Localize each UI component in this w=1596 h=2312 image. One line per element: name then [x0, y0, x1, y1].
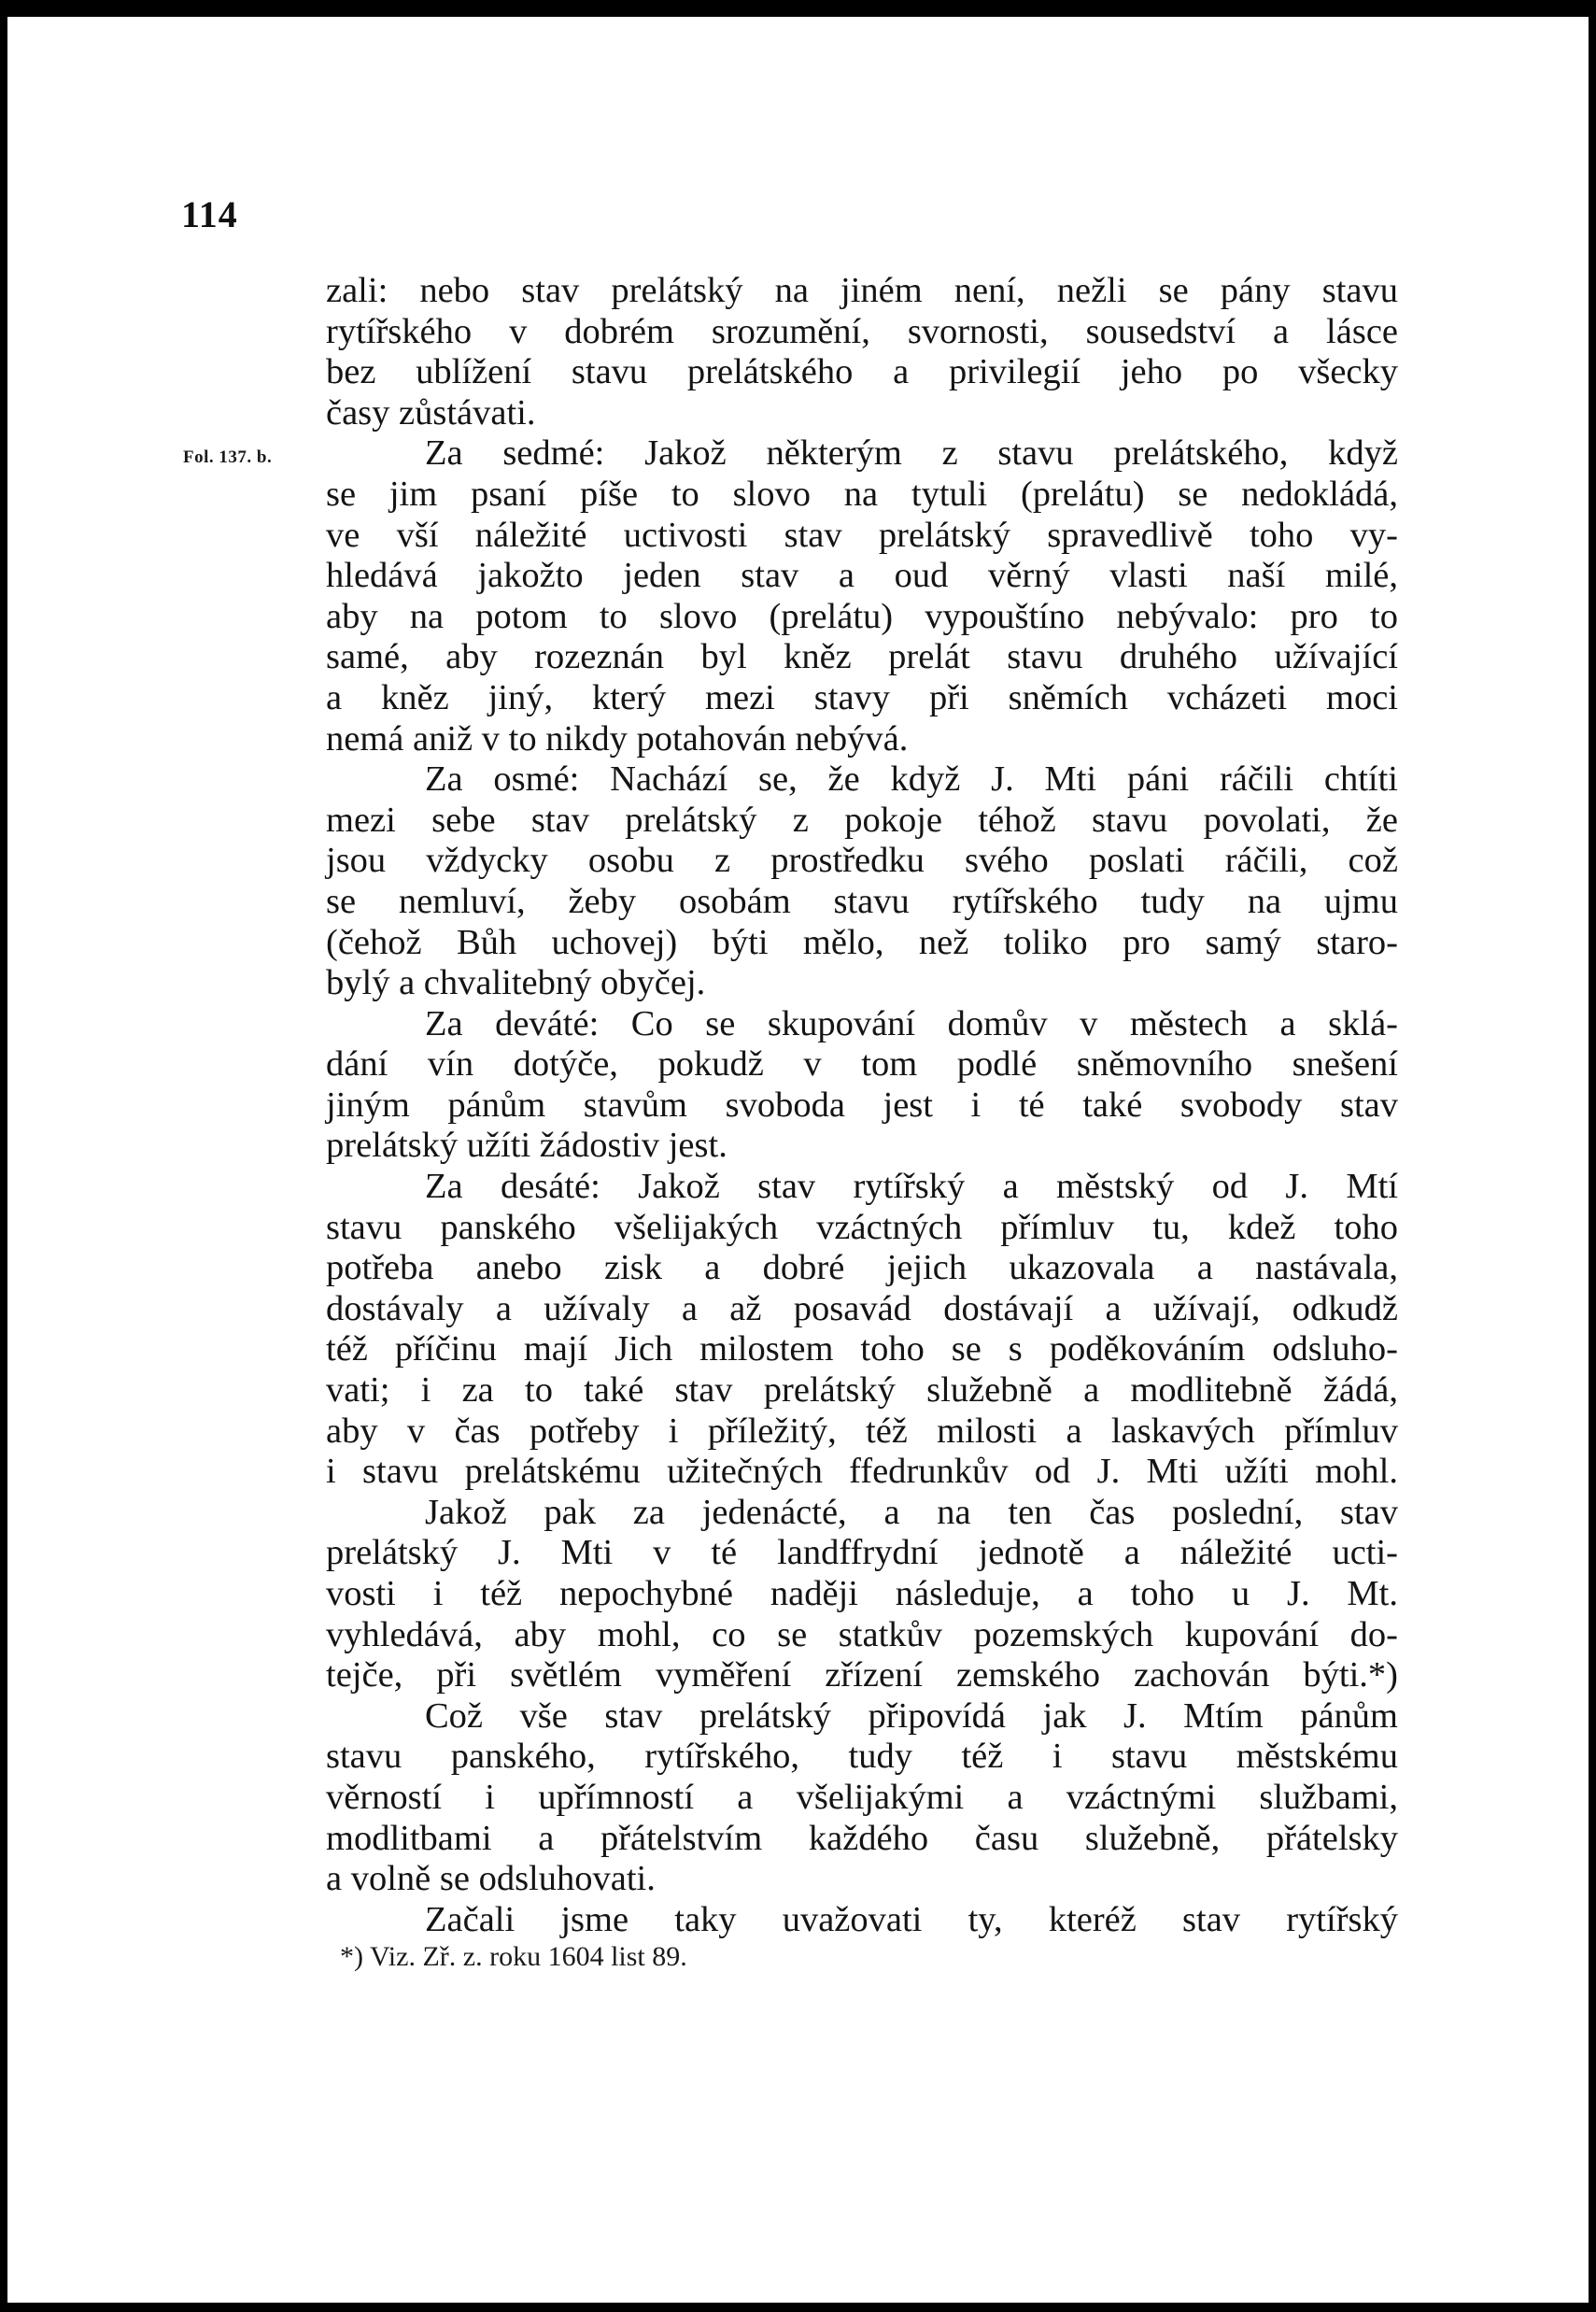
text-line: samé, aby rozeznán byl kněz prelát stavu druhého užívající	[326, 637, 1398, 677]
text-line: jiným pánům stavům svoboda jest i té také svobody stav	[326, 1085, 1398, 1125]
text-line: věrností i upřímností a všelijakými a vzáctnými službami,	[326, 1777, 1398, 1817]
text-line: vyhledává, aby mohl, co se statkův pozemských kupování do-	[326, 1614, 1398, 1654]
text-line: vosti i též nepochybné naději následuje, a toho u J. Mt.	[326, 1574, 1398, 1613]
text-line: se nemluví, žeby osobám stavu rytířského tudy na ujmu	[326, 881, 1398, 921]
text-line: (čehož Bůh uchovej) býti mělo, než toliko pro samý staro-	[326, 922, 1398, 962]
body-text	[326, 271, 1398, 1940]
text-line: bez ublížení stavu prelátského a privilegií jeho po všecky	[326, 352, 1398, 392]
text-line: stavu panského, rytířského, tudy též i stavu městskému	[326, 1737, 1398, 1777]
text-line: rytířského v dobrém srozumění, svornosti, sousedství a lásce	[326, 311, 1398, 351]
text-line: bylý a chvalitebný obyčej.	[326, 963, 706, 1003]
text-line: a kněz jiný, který mezi stavy při sněmích vcházeti moci	[326, 677, 1398, 717]
text-line: Za sedmé: Jakož některým z stavu prelátského, když	[425, 433, 1398, 474]
text-line: Za desáté: Jakož stav rytířský a městský od J. Mtí	[425, 1167, 1398, 1207]
text-line: nemá aniž v to nikdy potahován nebývá.	[326, 718, 909, 759]
text-line: Což vše stav prelátský připovídá jak J. Mtím pánům	[425, 1695, 1398, 1736]
text-line: Začali jsme taky uvažovati ty, kteréž stav rytířský	[425, 1899, 1398, 1939]
text-line: dostávaly a užívaly a až posavád dostávají a užívají, odkudž	[326, 1288, 1398, 1328]
text-line: jsou vždycky osobu z prostředku svého poslati ráčili, což	[326, 841, 1398, 881]
text-line: zali: nebo stav prelátský na jiném není, nežli se pány stavu	[326, 271, 1398, 310]
text-line: prelátský užíti žádostiv jest.	[326, 1126, 727, 1166]
text-line: se jim psaní píše to slovo na tytuli (prelátu) se nedokládá,	[326, 474, 1398, 514]
text-line: též příčinu mají Jich milostem toho se s poděkováním odsluho-	[326, 1329, 1398, 1369]
text-line: Za deváté: Co se skupování domův v městech a sklá-	[425, 1003, 1398, 1043]
text-line: potřeba anebo zisk a dobré jejich ukazovala a nastávala,	[326, 1248, 1398, 1288]
text-line: prelátský J. Mti v té landffrydní jednotě a náležité ucti-	[326, 1533, 1398, 1573]
text-line: Za osmé: Nachází se, že když J. Mti páni ráčili chtíti	[425, 759, 1398, 800]
page-number: 114	[181, 193, 238, 235]
text-line: tejče, při světlém vyměření zřízení zemského zachován býti.*)	[326, 1655, 1398, 1695]
scanned-page	[7, 17, 1589, 2303]
margin-note-folio: Fol. 137. b.	[183, 447, 273, 467]
text-line: aby v čas potřeby i příležitý, též milosti a laskavých přímluv	[326, 1411, 1398, 1451]
text-line: a volně se odsluhovati.	[326, 1859, 656, 1899]
text-line: stavu panského všelijakých vzáctných přímluv tu, kdež toho	[326, 1207, 1398, 1247]
text-line: i stavu prelátskému užitečných ffedrunkův od J. Mti užíti mohl.	[326, 1452, 1398, 1492]
text-line: vati; i za to také stav prelátský služebně a modlitebně žádá,	[326, 1370, 1398, 1411]
text-line: hledává jakožto jeden stav a oud věrný vlasti naší milé,	[326, 556, 1398, 596]
footnote: *) Viz. Zř. z. roku 1604 list 89.	[340, 1941, 687, 1972]
text-line: modlitbami a přátelstvím každého času služebně, přátelsky	[326, 1818, 1398, 1858]
text-line: ve vší náležité uctivosti stav prelátský spravedlivě toho vy-	[326, 515, 1398, 555]
text-line: časy zůstávati.	[326, 392, 536, 433]
text-line: Jakož pak za jedenácté, a na ten čas poslední, stav	[425, 1492, 1398, 1532]
text-line: aby na potom to slovo (prelátu) vypouštíno nebývalo: pro to	[326, 596, 1398, 636]
text-line: mezi sebe stav prelátský z pokoje téhož stavu povolati, že	[326, 800, 1398, 840]
text-line: dání vín dotýče, pokudž v tom podlé sněmovního snešení	[326, 1044, 1398, 1085]
